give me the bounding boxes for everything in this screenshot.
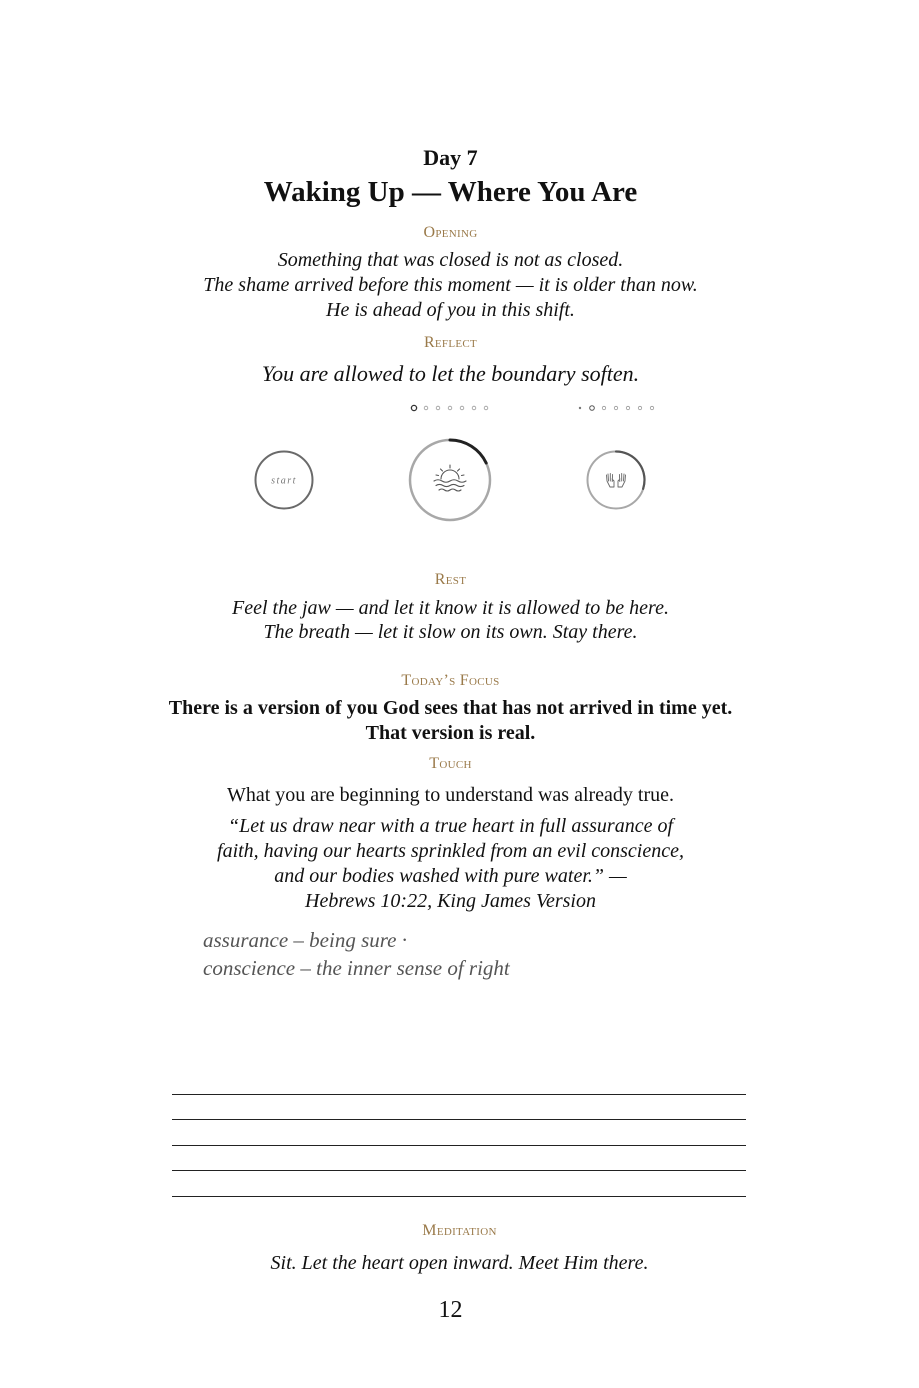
verse-line: “Let us draw near with a true heart in full assurance of (227, 815, 674, 837)
glossary-entry: conscience – the inner sense of right (203, 956, 510, 980)
progress-dot (460, 406, 464, 410)
verse-line: and our bodies washed with pure water.” — (274, 865, 627, 887)
progress-dot (626, 406, 629, 409)
sunrise-dial[interactable] (410, 440, 490, 520)
progress-dots-center (411, 405, 487, 410)
page-title: Waking Up — Where You Are (263, 176, 638, 208)
rest-line: Feel the jaw — and let it know it is allowed to be here. (232, 597, 669, 619)
rest-line: The breath — let it slow on its own. Stay there. (263, 621, 638, 643)
progress-dots-right (579, 406, 654, 411)
writing-line[interactable] (172, 1196, 746, 1197)
writing-line[interactable] (172, 1145, 746, 1146)
section-heading-rest: Rest (434, 571, 467, 588)
section-heading-touch: Touch (429, 755, 472, 772)
progress-dot (484, 406, 488, 410)
start-button[interactable] (256, 452, 313, 509)
reflect-text: You are allowed to let the boundary soften. (261, 361, 640, 386)
rest-text (0, 596, 910, 644)
practice-controls (0, 395, 919, 530)
verse-citation: Hebrews 10:22, King James Version (305, 890, 596, 912)
opening-text (0, 248, 910, 323)
writing-line[interactable] (172, 1119, 746, 1120)
progress-dot (472, 406, 476, 410)
focus-text (0, 696, 910, 746)
progress-dot (602, 406, 605, 409)
opening-line: Something that was closed is not as closed. (277, 249, 624, 271)
opening-line: The shame arrived before this moment — it is older than now. (203, 274, 698, 296)
progress-dot-small (579, 407, 581, 409)
progress-dot (650, 406, 653, 409)
progress-dot (614, 406, 617, 409)
progress-dot (448, 406, 452, 410)
section-heading-opening: Opening (423, 224, 478, 241)
scripture-verse (0, 814, 910, 914)
opening-line: He is ahead of you in this shift. (326, 299, 575, 321)
verse-line: faith, having our hearts sprinkled from an evil conscience, (217, 840, 684, 862)
progress-dot (638, 406, 641, 409)
glossary-entry: assurance – being sure · (203, 928, 407, 952)
page-number: 12 (438, 1297, 463, 1323)
meditation-text: Sit. Let the heart open inward. Meet Him there. (270, 1252, 649, 1274)
start-label: start (271, 475, 297, 487)
section-heading-reflect: Reflect (423, 334, 478, 351)
section-heading-focus: Today’s Focus (401, 672, 500, 689)
section-heading-meditation: Meditation (422, 1222, 497, 1239)
touch-statement: What you are beginning to understand was already true. (226, 784, 675, 806)
day-label: Day 7 (423, 145, 478, 170)
progress-dot (424, 406, 428, 410)
writing-line[interactable] (172, 1094, 746, 1095)
glossary (203, 926, 510, 982)
progress-dot-active (590, 406, 595, 411)
focus-line: That version is real. (365, 722, 536, 744)
writing-line[interactable] (172, 1170, 746, 1171)
hands-dial[interactable] (588, 452, 645, 509)
progress-dot (436, 406, 440, 410)
focus-line: There is a version of you God sees that has not arrived in time yet. (168, 697, 733, 719)
progress-dot-active (411, 405, 416, 410)
